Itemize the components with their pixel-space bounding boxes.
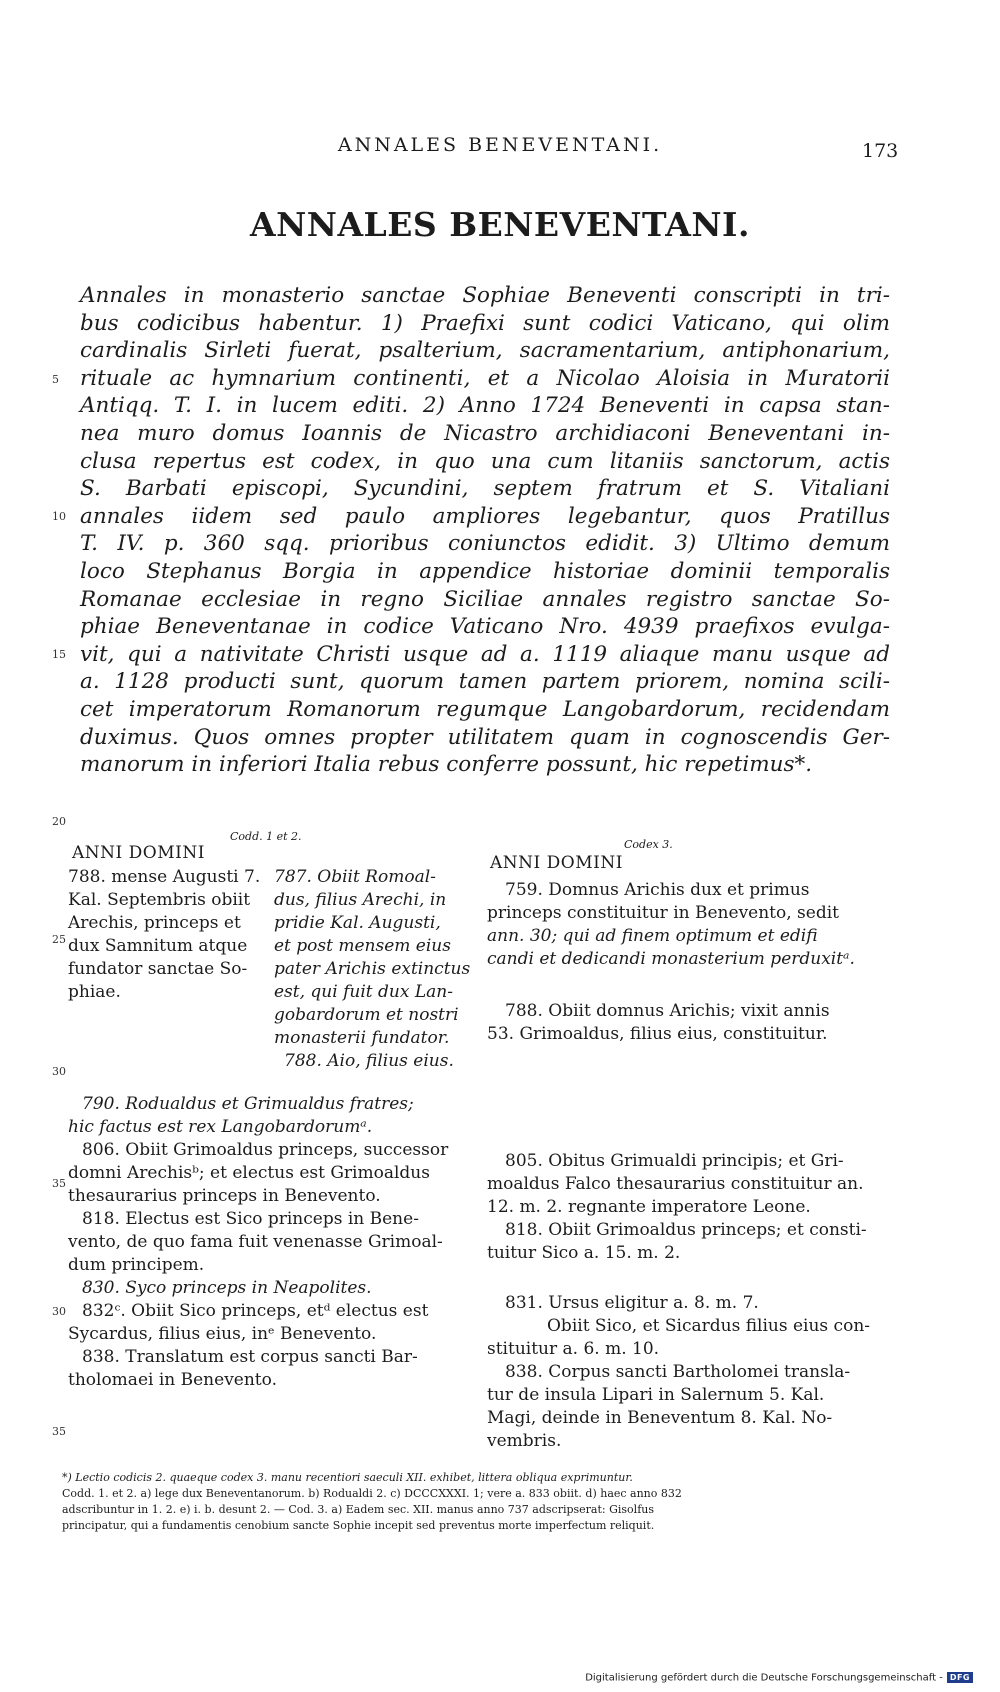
entry-line: Arechis, princeps et <box>68 913 241 933</box>
line-number: 35 <box>52 1425 66 1438</box>
intro-line: clusa repertus est codex, in quo una cum litaniis sanctorum, actis <box>80 448 890 474</box>
intro-line: nea muro domus Ioannis de Nicastro archidiaconi Beneventani in- <box>80 420 890 446</box>
line-number: 25 <box>52 933 66 946</box>
intro-line: duximus. Quos omnes propter utilitatem quam in cognoscendis Ger- <box>80 724 890 750</box>
right-entries-b <box>487 1000 830 1046</box>
entry-line: 838. Translatum est corpus sancti Bar- <box>82 1347 418 1367</box>
entry-line: gobardorum et nostri <box>274 1005 459 1025</box>
entry-line: thesaurarius princeps in Benevento. <box>68 1186 381 1206</box>
codex-label-right: Codex 3. <box>624 838 673 851</box>
footnote-line: Codd. 1. et 2. a) lege dux Beneventanorum. b) Rodualdi 2. c) DCCCXXXI. 1; vere a. 833 obiit. d) haec anno 832 <box>62 1487 682 1500</box>
intro-line: manorum in inferiori Italia rebus conferre possunt, hic repetimus*. <box>80 752 813 778</box>
intro-line: a. 1128 producti sunt, quorum tamen partem priorem, nomina scili- <box>80 669 890 695</box>
entry-line: 788. Aio, filius eius. <box>284 1051 454 1071</box>
digitization-text: Digitalisierung gefördert durch die Deutsche Forschungsgemeinschaft - <box>585 1672 943 1684</box>
entry-line: est, qui fuit dux Lan- <box>274 982 453 1002</box>
entry-line: 818. Obiit Grimoaldus princeps; et consti- <box>505 1220 867 1240</box>
intro-line: vit, qui a nativitate Christi usque ad a. 1119 aliaque manu usque ad <box>80 641 890 667</box>
footnote-line: adscribuntur in 1. 2. e) i. b. desunt 2. — Cod. 3. a) Eadem sec. XII. manus anno 737 adscripserat: Gisolfus <box>62 1503 654 1516</box>
intro-line: rituale ac hymnarium continenti, et a Nicolao Aloisia in Muratorii <box>80 365 890 391</box>
entry-line: 788. Obiit domnus Arichis; vixit annis <box>505 1001 830 1021</box>
codex-label-left: Codd. 1 et 2. <box>230 830 302 843</box>
entry-line: 831. Ursus eligitur a. 8. m. 7. <box>505 1293 759 1313</box>
intro-line: cet imperatorum Romanorum regumque Langobardorum, recidendam <box>80 696 890 722</box>
intro-line: S. Barbati episcopi, Sycundini, septem fratrum et S. Vitaliani <box>80 476 890 502</box>
line-number: 15 <box>52 648 66 661</box>
entry-line: monasterii fundator. <box>274 1028 450 1048</box>
footnote-line: principatur, qui a fundamentis cenobium sancte Sophie incepit sed preventus morte imperfectum reliquit. <box>62 1519 655 1532</box>
dfg-logo: DFG <box>947 1672 973 1683</box>
right-entries-c <box>487 1150 867 1265</box>
right-entries-d <box>487 1292 870 1453</box>
intro-line: cardinalis Sirleti fuerat, psalterium, sacramentarium, antiphonarium, <box>80 338 890 364</box>
entry-line: Magi, deinde in Beneventum 8. Kal. No- <box>487 1408 833 1428</box>
entry-line: 790. Rodualdus et Grimualdus fratres; <box>82 1094 414 1114</box>
line-number: 10 <box>52 510 66 523</box>
entry-line: 805. Obitus Grimualdi principis; et Gri- <box>505 1151 844 1171</box>
entry-line: vembris. <box>487 1431 562 1451</box>
right-entries-a <box>487 879 855 971</box>
entry-line: fundator sanctae So- <box>68 959 248 979</box>
entry-line: candi et dedicandi monasterium perduxitᵃ. <box>487 949 855 969</box>
entry-line: pater Arichis extinctus <box>274 959 471 979</box>
right-column-heading: ANNI DOMINI <box>490 853 623 873</box>
line-number: 20 <box>52 815 66 828</box>
entry-line: hic factus est rex Langobardorumᵃ. <box>68 1117 373 1137</box>
intro-line: bus codicibus habentur. 1) Praefixi sunt codici Vaticano, qui olim <box>80 310 890 336</box>
left-entries <box>68 1093 448 1392</box>
entry-line: princeps constituitur in Benevento, sedit <box>487 903 839 923</box>
entry-line: Sycardus, filius eius, inᵉ Benevento. <box>68 1324 377 1344</box>
entry-line: Kal. Septembris obiit <box>68 890 251 910</box>
intro-line: phiae Beneventanae in codice Vaticano Nro. 4939 praefixos evulga- <box>80 614 890 640</box>
entry-line: dux Samnitum atque <box>68 936 248 956</box>
entry-line: 838. Corpus sancti Bartholomei transla- <box>505 1362 851 1382</box>
entry-line: dus, filius Arechi, in <box>274 890 447 910</box>
entry-line: 818. Electus est Sico princeps in Bene- <box>82 1209 419 1229</box>
entry-line: 832ᶜ. Obiit Sico princeps, etᵈ electus est <box>82 1301 429 1321</box>
intro-line: Romanae ecclesiae in regno Siciliae annales registro sanctae So- <box>80 586 890 612</box>
entry-line: 787. Obiit Romoal- <box>274 867 436 887</box>
running-head: ANNALES BENEVENTANI. <box>337 134 663 156</box>
line-number: 5 <box>52 373 59 386</box>
entry-line: pridie Kal. Augusti, <box>274 913 441 933</box>
entry-line: domni Arechisᵇ; et electus est Grimoaldus <box>68 1163 430 1183</box>
left-column-heading: ANNI DOMINI <box>72 843 205 863</box>
entry-line: dum principem. <box>68 1255 205 1275</box>
entry-line: tur de insula Lipari in Salernum 5. Kal. <box>487 1385 825 1405</box>
intro-line: Antiqq. T. I. in lucem editi. 2) Anno 1724 Beneventi in capsa stan- <box>80 393 890 419</box>
line-number: 30 <box>52 1065 66 1078</box>
entry-line: 788. mense Augusti 7. <box>68 867 261 887</box>
intro-line: annales iidem sed paulo ampliores legebantur, quos Pratillus <box>80 503 890 529</box>
intro-paragraph <box>80 282 890 779</box>
intro-line: T. IV. p. 360 sqq. prioribus coniunctos edidit. 3) Ultimo demum <box>80 531 890 557</box>
line-number: 35 <box>52 1177 66 1190</box>
entry-line: phiae. <box>68 982 121 1002</box>
footnote-line: *) Lectio codicis 2. quaeque codex 3. manu recentiori saeculi XII. exhibet, littera obliqua exprimuntur. <box>62 1471 633 1484</box>
entry-line: moaldus Falco thesaurarius constituitur an. <box>487 1174 864 1194</box>
entry-line: tholomaei in Benevento. <box>68 1370 277 1390</box>
left-subcolumn-b <box>274 866 470 1073</box>
page-title: ANNALES BENEVENTANI. <box>250 205 750 244</box>
entry-line: stituitur a. 6. m. 10. <box>487 1339 660 1359</box>
entry-line: et post mensem eius <box>274 936 451 956</box>
entry-line: vento, de quo fama fuit venenasse Grimoal- <box>68 1232 443 1252</box>
entry-line: 759. Domnus Arichis dux et primus <box>505 880 810 900</box>
entry-line: ann. 30; qui ad finem optimum et edifi <box>487 926 818 946</box>
intro-line: Annales in monasterio sanctae Sophiae Beneventi conscripti in tri- <box>80 283 890 308</box>
entry-line: tuitur Sico a. 15. m. 2. <box>487 1243 681 1263</box>
intro-line: loco Stephanus Borgia in appendice historiae dominii temporalis <box>80 558 890 584</box>
left-subcolumn-a <box>68 866 260 1004</box>
page-number: 173 <box>862 140 899 162</box>
entry-line: 12. m. 2. regnante imperatore Leone. <box>487 1197 811 1217</box>
line-number: 30 <box>52 1305 66 1318</box>
entry-line: 830. Syco princeps in Neapolites. <box>82 1278 372 1298</box>
footnotes <box>62 1470 882 1534</box>
digitization-credit <box>575 1672 973 1688</box>
entry-line: 53. Grimoaldus, filius eius, constituitur. <box>487 1024 828 1044</box>
entry-line: 806. Obiit Grimoaldus princeps, successor <box>82 1140 449 1160</box>
entry-line: Obiit Sico, et Sicardus filius eius con- <box>547 1316 871 1336</box>
